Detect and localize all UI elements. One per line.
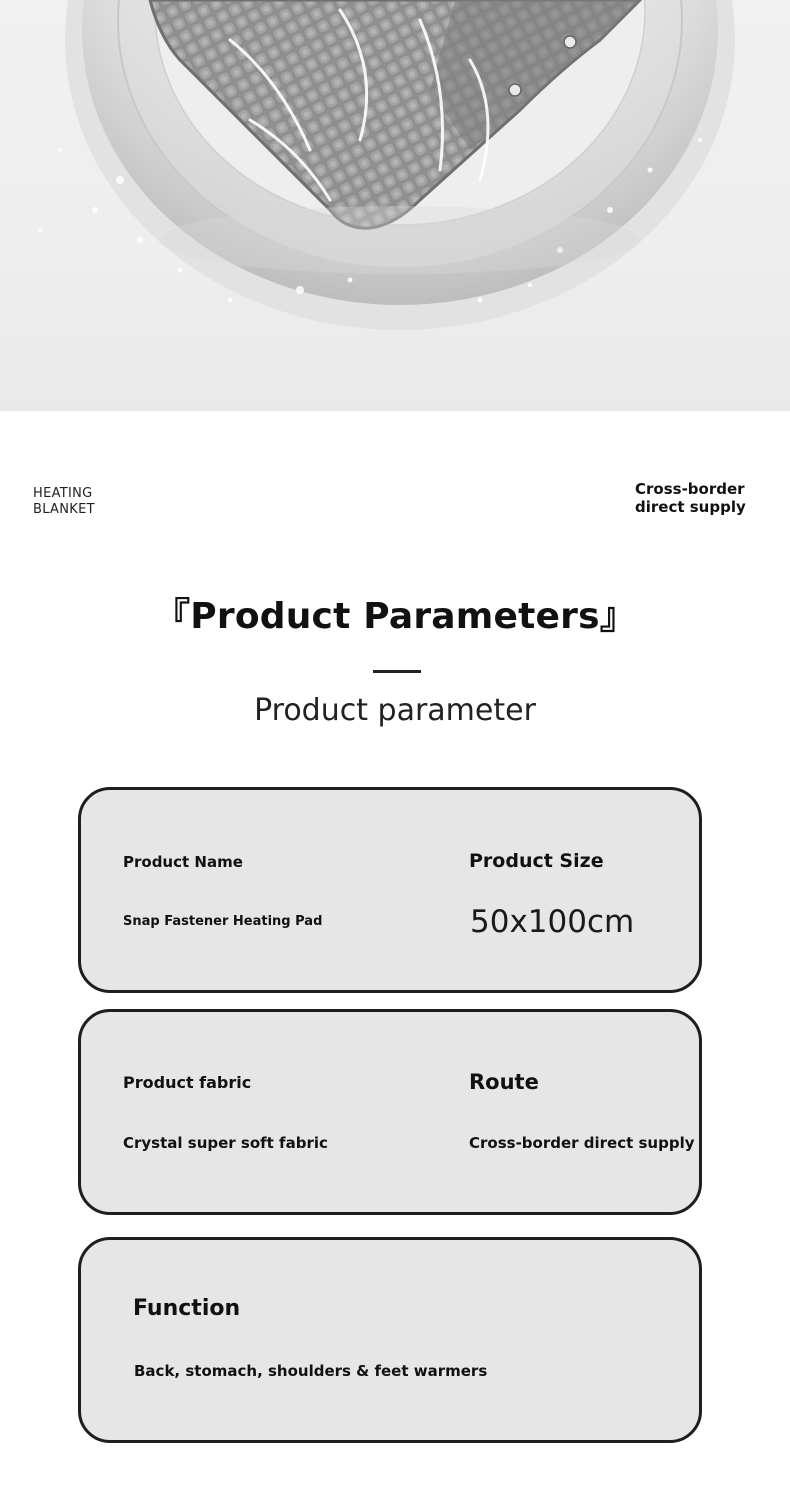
product-fabric-label: Product fabric xyxy=(123,1073,252,1092)
brand-right-line-2: direct supply xyxy=(635,498,746,516)
section-subtitle: Product parameter xyxy=(254,693,536,728)
function-label: Function xyxy=(133,1296,241,1321)
brand-heating-blanket xyxy=(33,486,123,518)
product-fabric-value: Crystal super soft fabric xyxy=(123,1134,328,1152)
route-value: Cross-border direct supply xyxy=(469,1134,695,1152)
product-size-label: Product Size xyxy=(469,850,604,872)
washing-drum-illustration xyxy=(0,0,790,411)
function-value: Back, stomach, shoulders & feet warmers xyxy=(134,1362,488,1380)
brand-cross-border xyxy=(635,480,775,516)
product-size-value: 50x100cm xyxy=(470,904,635,940)
hero-product-image xyxy=(0,0,790,411)
section-title: 『Product Parameters』 xyxy=(154,596,636,637)
parameter-card-function xyxy=(78,1237,702,1443)
parameter-card-name-size xyxy=(78,787,702,993)
brand-left-line-2: BLANKET xyxy=(33,502,95,517)
brand-left-line-1: HEATING xyxy=(33,486,93,501)
product-name-value: Snap Fastener Heating Pad xyxy=(123,914,323,929)
parameter-card-fabric-route xyxy=(78,1009,702,1215)
route-label: Route xyxy=(469,1070,539,1094)
title-divider xyxy=(373,670,421,673)
brand-right-line-1: Cross-border xyxy=(635,480,745,498)
product-name-label: Product Name xyxy=(123,853,243,871)
